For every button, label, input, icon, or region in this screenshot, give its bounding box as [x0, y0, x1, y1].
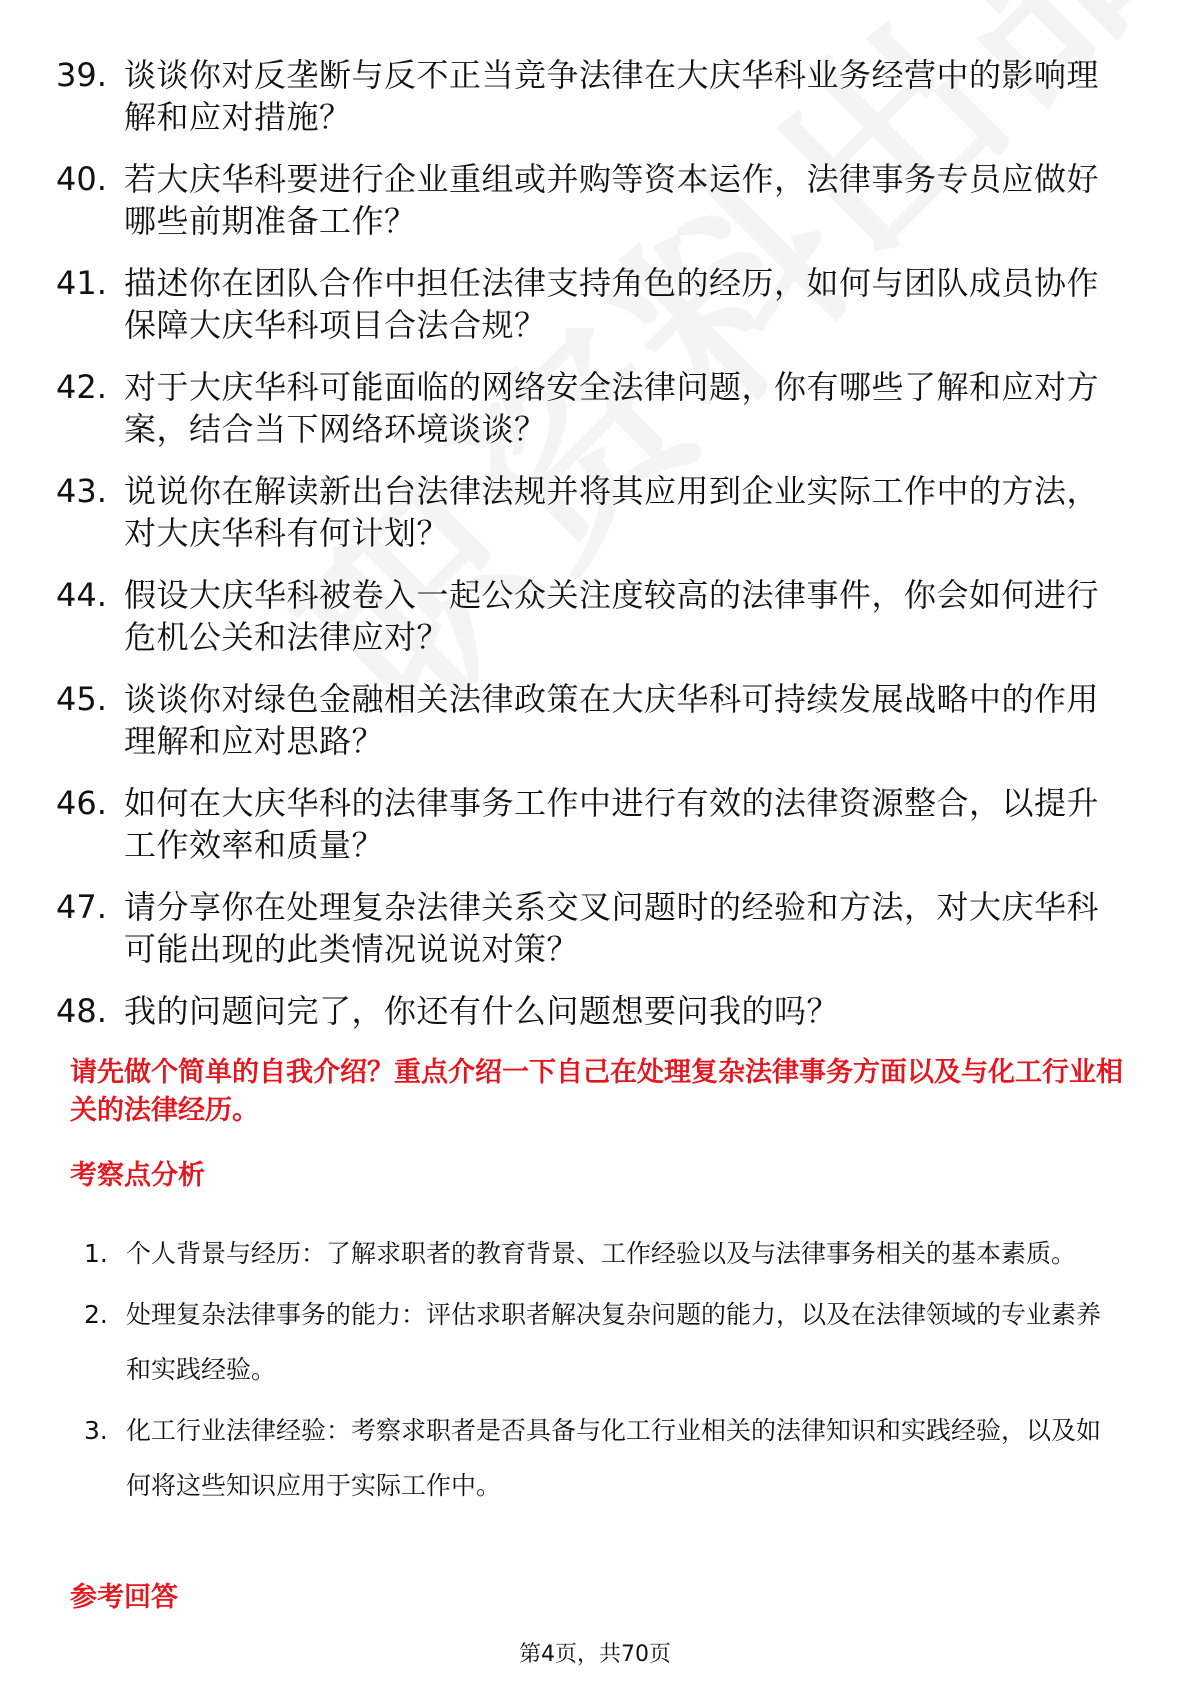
- question-number: 42.: [56, 368, 107, 406]
- question-text: 描述你在团队合作中担任法律支持角色的经历，如何与团队成员协作保障大庆华科项目合法合规？: [124, 264, 1100, 344]
- question-number: 44.: [56, 576, 107, 614]
- list-item: [56, 366, 1126, 450]
- point-number: 1.: [84, 1239, 108, 1268]
- question-text: 假设大庆华科被卷入一起公众关注度较高的法律事件，你会如何进行危机公关和法律应对？: [124, 576, 1100, 656]
- list-item: [84, 1287, 1124, 1397]
- question-number: 43.: [56, 472, 107, 510]
- list-item: [56, 470, 1126, 554]
- list-item: [84, 1403, 1124, 1513]
- question-text: 若大庆华科要进行企业重组或并购等资本运作，法律事务专员应做好哪些前期准备工作？: [124, 160, 1100, 240]
- answer-heading: 参考回答: [70, 1582, 178, 1613]
- page-footer: 第4页，共70页: [519, 1642, 671, 1667]
- list-item: [56, 782, 1126, 866]
- list-item: [56, 158, 1126, 242]
- question-text: 说说你在解读新出台法律法规并将其应用到企业实际工作中的方法，对大庆华科有何计划？: [124, 472, 1100, 552]
- question-text: 我的问题问完了，你还有什么问题想要问我的吗？: [124, 992, 840, 1030]
- point-text: 个人背景与经历：了解求职者的教育背景、工作经验以及与法律事务相关的基本素质。: [126, 1239, 1077, 1268]
- point-number: 3.: [84, 1416, 108, 1445]
- point-text: 处理复杂法律事务的能力：评估求职者解决复杂问题的能力，以及在法律领域的专业素养和实践经验。: [126, 1300, 1102, 1384]
- question-text: 如何在大庆华科的法律事务工作中进行有效的法律资源整合，以提升工作效率和质量？: [124, 784, 1100, 864]
- list-item: [84, 1226, 1124, 1281]
- question-number: 48.: [56, 992, 107, 1030]
- question-number: 45.: [56, 680, 107, 718]
- analysis-points: [84, 1226, 1124, 1519]
- list-item: [56, 678, 1126, 762]
- list-item: [56, 574, 1126, 658]
- question-text: 谈谈你对反垄断与反不正当竞争法律在大庆华科业务经营中的影响理解和应对措施？: [124, 56, 1100, 136]
- point-text: 化工行业法律经验：考察求职者是否具备与化工行业相关的法律知识和实践经验，以及如何将这些知识应用于实际工作中。: [126, 1416, 1102, 1500]
- list-item: [56, 990, 1126, 1032]
- list-item: [56, 886, 1126, 970]
- question-text: 对于大庆华科可能面临的网络安全法律问题，你有哪些了解和应对方案，结合当下网络环境谈谈？: [124, 368, 1100, 448]
- list-item: [56, 262, 1126, 346]
- question-number: 39.: [56, 56, 107, 94]
- question-number: 46.: [56, 784, 107, 822]
- question-number: 40.: [56, 160, 107, 198]
- question-number: 47.: [56, 888, 107, 926]
- analysis-heading: 考察点分析: [70, 1160, 205, 1191]
- question-list: [56, 54, 1126, 1052]
- list-item: [56, 54, 1126, 138]
- point-number: 2.: [84, 1300, 108, 1329]
- question-text: 谈谈你对绿色金融相关法律政策在大庆华科可持续发展战略中的作用理解和应对思路？: [124, 680, 1100, 760]
- question-text: 请分享你在处理复杂法律关系交叉问题时的经验和方法，对大庆华科可能出现的此类情况说说对策？: [124, 888, 1100, 968]
- highlight-question: 请先做个简单的自我介绍？重点介绍一下自己在处理复杂法律事务方面以及与化工行业相关的法律经历。: [70, 1057, 1123, 1126]
- question-number: 41.: [56, 264, 107, 302]
